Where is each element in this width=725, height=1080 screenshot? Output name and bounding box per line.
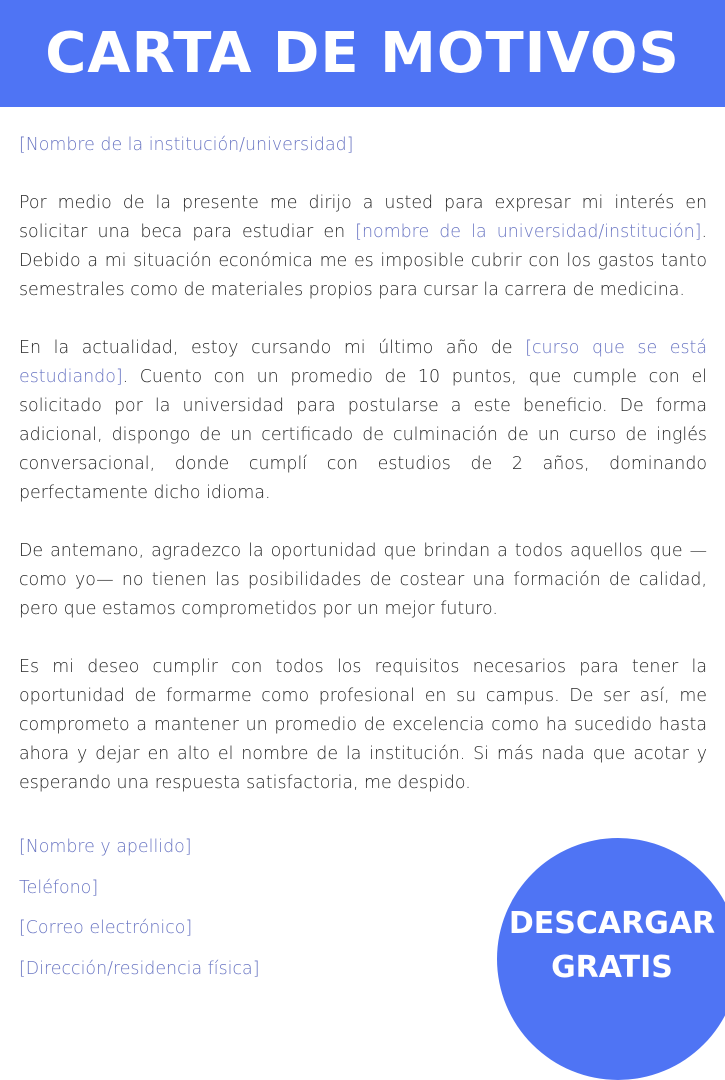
download-button-line2: GRATIS — [551, 950, 673, 985]
signature-address: [Dirección/residencia física] — [19, 958, 260, 979]
paragraph-1 — [19, 189, 707, 305]
download-button-line1: DESCARGAR — [508, 906, 716, 941]
signature-name: [Nombre y apellido] — [19, 837, 192, 857]
header-banner — [0, 0, 725, 107]
university-placeholder: [nombre de la universidad/institución] — [355, 222, 702, 242]
paragraph-2-text-a: En la actualidad, estoy cursando mi último año de — [19, 338, 526, 358]
download-button-label — [497, 902, 725, 990]
paragraph-3: De antemano, agradezco la oportunidad que brindan a todos aquellos que —como yo— no tienen las posibilidades de costear una formación de calidad, pero que estamos comprometidos por un mejor futuro. — [19, 541, 707, 619]
paragraph-1-text-a: Por medio de la presente me dirijo a usted para expresar mi interés en solicitar una beca para estudiar en — [19, 193, 707, 242]
recipient-placeholder: [Nombre de la institución/universidad] — [19, 135, 354, 155]
signature-phone: Teléfono] — [19, 877, 99, 898]
paragraph-4: Es mi deseo cumplir con todos los requisitos necesarios para tener la oportunidad de formarme como profesional en su campus. De ser así, me comprometo a mantener un promedio de excelencia como ha sucedido hasta ahora y dejar en alto el nombre de la institución. Si más nada que acotar y esperando una respuesta satisfactoria, me despido. — [19, 657, 707, 793]
course-placeholder: [curso que se está estudiando] — [19, 338, 708, 387]
paragraph-1-text-b: . Debido a mi situación económica me es imposible cubrir con los gastos tanto semestrales como de materiales propios para cursar la carrera de medicina. — [19, 222, 707, 300]
signature-email: [Correo electrónico] — [19, 918, 193, 938]
page-title: CARTA DE MOTIVOS — [45, 20, 680, 86]
paragraph-2-text-b: . Cuento con un promedio de 10 puntos, que cumple con el solicitado por la universidad para postularse a este beneficio. De forma adicional, dispongo de un certificado de culminación de un curso de inglés conversacional, donde cumplí con estudios de 2 años, dominando perfectamente dicho idioma. — [19, 367, 707, 503]
paragraph-2 — [19, 334, 707, 508]
download-free-button[interactable] — [497, 838, 725, 1080]
